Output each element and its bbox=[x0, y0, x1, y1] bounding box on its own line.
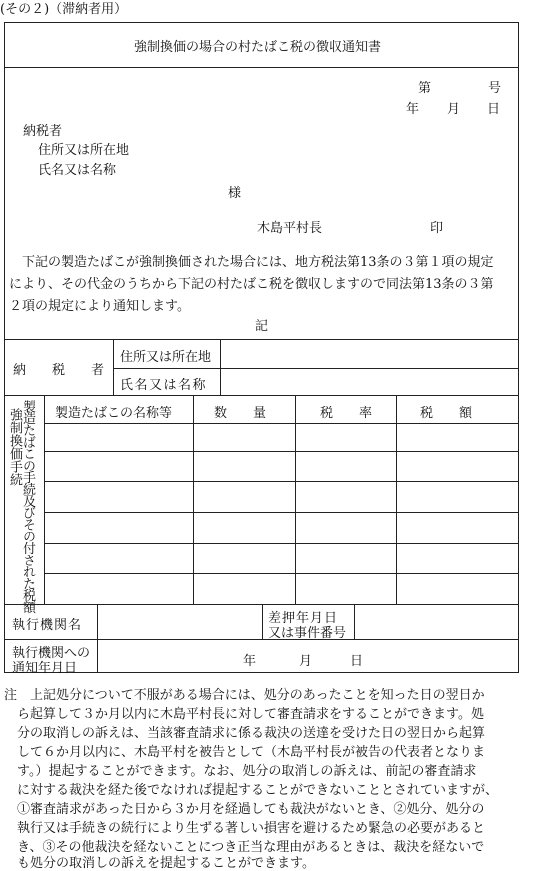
agency-value-line bbox=[262, 604, 263, 640]
notice-month: 月 bbox=[299, 654, 313, 669]
note-line-5: す。）提起することができます。なお、処分の取消しの訴えは、前記の審査請求 bbox=[17, 764, 477, 779]
notice-day: 日 bbox=[350, 654, 364, 669]
side-label-left: 強制換価手続 bbox=[7, 408, 22, 486]
row-line-4 bbox=[44, 543, 519, 544]
notice-label-2: 通知年月日 bbox=[12, 661, 78, 676]
date-day: 日 bbox=[487, 102, 501, 117]
side-label-right: 製造たばこの手続及びその付された税額 bbox=[20, 400, 35, 613]
col-header-rate: 税 率 bbox=[320, 406, 373, 421]
note-line-3: 分の取消しの訴えは、当該審査請求に係る裁決の送達を受けた日の翌日から起算 bbox=[17, 726, 486, 741]
taxpayer-col-line bbox=[113, 339, 114, 396]
form-title: 強制換価の場合の村たばこ税の徴収通知書 bbox=[134, 40, 382, 55]
body-line-3: ２項の規定により通知します。 bbox=[9, 299, 190, 314]
frame-top bbox=[4, 22, 519, 23]
row-line-1 bbox=[44, 451, 519, 452]
frame-left bbox=[4, 22, 5, 673]
note-line-6: に対する裁決を経た後でなければ提起することができないこととされていますが、 bbox=[17, 783, 499, 798]
table-top-line bbox=[4, 339, 519, 340]
address-label: 住所又は所在地 bbox=[38, 143, 130, 158]
row-line-3 bbox=[44, 512, 519, 513]
frame-right bbox=[518, 22, 519, 673]
seizure-label-2: 又は事件番号 bbox=[268, 626, 347, 641]
note-line-2: ら起算して３か月以内に木島平村長に対して審査請求をすることができます。処 bbox=[17, 707, 484, 722]
seizure-value-line bbox=[354, 604, 355, 640]
taxpayer-mid-line bbox=[113, 368, 519, 369]
ki-label: 記 bbox=[255, 319, 269, 334]
body-line-1: 下記の製造たばこが強制換価された場合には、地方税法第13条の３第１項の規定 bbox=[22, 255, 494, 270]
col-line-3 bbox=[396, 395, 397, 605]
notice-label-1: 執行機関への bbox=[12, 646, 91, 661]
notice-year: 年 bbox=[243, 654, 257, 669]
note-line-8: 執行又は手続きの続行により生ずる著しい損害を避けるため緊急の必要があると bbox=[17, 821, 486, 836]
sama-label: 様 bbox=[228, 186, 242, 201]
form-caption: (その２)（滞納者用） bbox=[0, 2, 128, 17]
note-line-4: して６か月以内に、木島平村を被告として（木島平村長が被告の代表者となりま bbox=[17, 745, 486, 760]
note-line-7: ①審査請求があった日から３か月を経過しても裁決がないとき、②処分、処分の bbox=[17, 802, 485, 817]
issuer-name: 木島平村長 bbox=[257, 221, 323, 236]
col-header-amount: 税 額 bbox=[420, 406, 473, 421]
table-name-label: 氏名又は名称 bbox=[120, 378, 208, 393]
note-line-9: き、③その他裁決を経ないことにつき正当な理由があるときは、裁決を経ないで bbox=[17, 840, 485, 855]
col-header-goods: 製造たばこの名称等 bbox=[55, 406, 173, 421]
frame-bottom bbox=[4, 672, 519, 673]
row-line-2 bbox=[44, 481, 519, 482]
body-line-2: により、その代金のうちから下記の村たばこ税を徴収しますので同法第13条の３第 bbox=[9, 277, 494, 292]
seizure-label-1: 差押年月日 bbox=[268, 611, 339, 626]
col-header-quantity: 数 量 bbox=[214, 406, 267, 421]
col-line-2 bbox=[295, 395, 296, 605]
taxpayer-bottom-line bbox=[4, 395, 519, 396]
header-bottom-line bbox=[44, 423, 519, 424]
name-label: 氏名又は名称 bbox=[38, 163, 117, 178]
table-taxpayer-label: 納 税 者 bbox=[13, 363, 105, 378]
agency-label-line bbox=[97, 604, 98, 673]
number-go: 号 bbox=[488, 81, 502, 96]
seal-mark: 印 bbox=[430, 221, 444, 236]
col-line-1 bbox=[193, 395, 194, 605]
table-address-label: 住所又は所在地 bbox=[120, 350, 212, 365]
number-dai: 第 bbox=[418, 81, 432, 96]
row-line-5 bbox=[44, 573, 519, 574]
note-line-1: 注 上記処分について不服がある場合には、処分のあったことを知った日の翌日か bbox=[4, 688, 485, 703]
taxpayer-value-line bbox=[220, 339, 221, 396]
taxpayer-heading: 納税者 bbox=[23, 124, 63, 139]
date-month: 月 bbox=[447, 102, 461, 117]
title-divider bbox=[4, 67, 519, 68]
side-col-line bbox=[44, 395, 45, 605]
agency-label: 執行機関名 bbox=[12, 618, 83, 633]
note-line-10: も処分の取消しの訴えを提起することができます。 bbox=[17, 856, 315, 871]
date-year: 年 bbox=[406, 102, 420, 117]
